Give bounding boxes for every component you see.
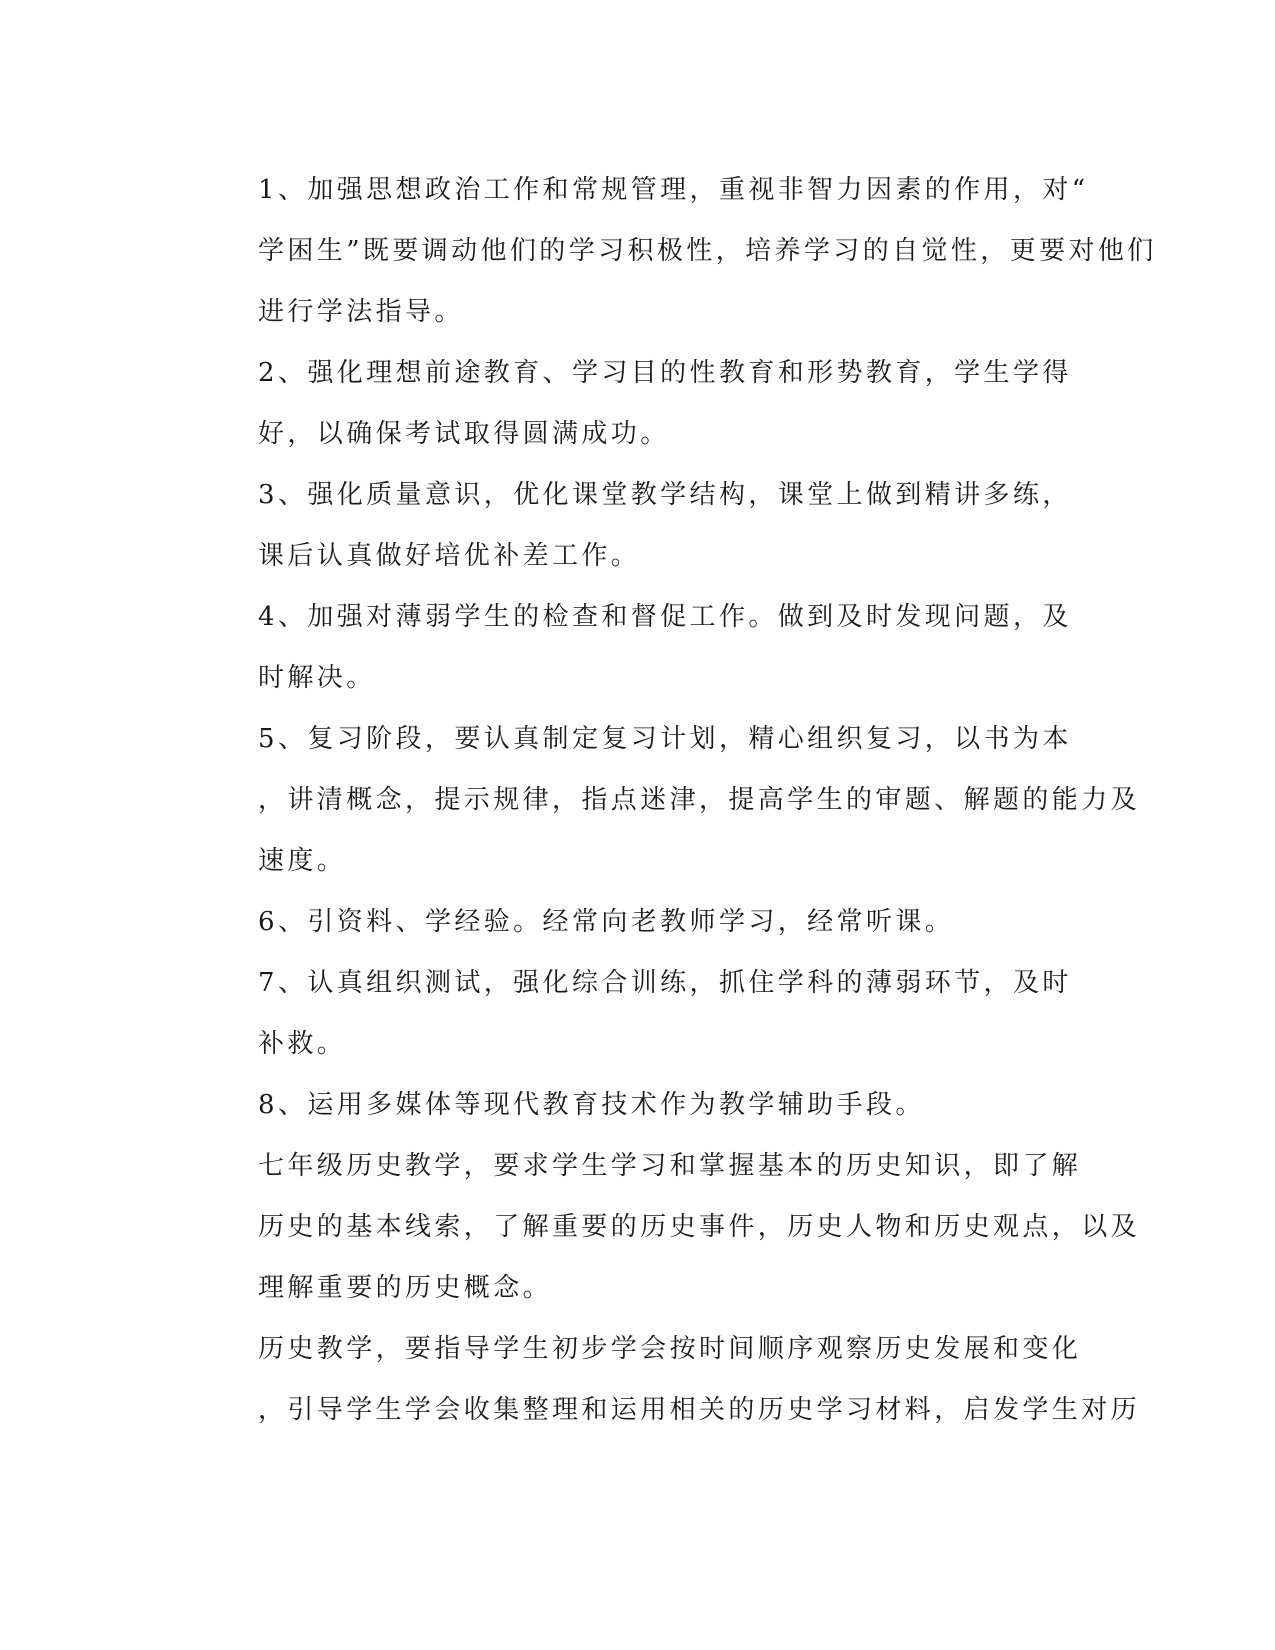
paragraph-line: 4、加强对薄弱学生的检查和督促工作。做到及时发现问题，及: [258, 602, 1072, 632]
paragraph-10: [186, 1319, 1141, 1441]
paragraph-7: [186, 953, 1072, 1075]
paragraph-line: 8、运用多媒体等现代教育技术作为教学辅助手段。: [258, 1090, 925, 1120]
paragraph-1: [186, 160, 1157, 343]
paragraph-line: 1、加强思想政治工作和常规管理，重视非智力因素的作用，对“: [258, 175, 1089, 205]
paragraph-line: ，讲清概念，提示规律，指点迷津，提高学生的审题、解题的能力及: [258, 785, 1141, 815]
paragraph-line: 时解决。: [258, 663, 376, 693]
paragraph-line: 好，以确保考试取得圆满成功。: [258, 419, 670, 449]
paragraph-line: 速度。: [258, 846, 347, 876]
paragraph-line: 5、复习阶段，要认真制定复习计划，精心组织复习，以书为本: [258, 724, 1072, 754]
paragraph-line: 6、引资料、学经验。经常向老教师学习，经常听课。: [258, 907, 955, 937]
paragraph-line: 七年级历史教学，要求学生学习和掌握基本的历史知识，即了解: [258, 1151, 1082, 1181]
paragraph-8: [186, 1075, 1066, 1136]
paragraph-line: 历史教学，要指导学生初步学会按时间顺序观察历史发展和变化: [258, 1334, 1082, 1364]
paragraph-line: 补救。: [258, 1029, 347, 1059]
paragraph-line: 理解重要的历史概念。: [258, 1273, 553, 1303]
paragraph-line: 进行学法指导。: [258, 297, 464, 327]
paragraph-line: 学困生”既要调动他们的学习积极性，培养学习的自觉性，更要对他们: [258, 236, 1157, 266]
paragraph-line: 课后认真做好培优补差工作。: [258, 541, 641, 571]
paragraph-line: 3、强化质量意识，优化课堂教学结构，课堂上做到精讲多练，: [258, 480, 1072, 510]
paragraph-line: 7、认真组织测试，强化综合训练，抓住学科的薄弱环节，及时: [258, 968, 1072, 998]
paragraph-line: 历史的基本线索，了解重要的历史事件，历史人物和历史观点，以及: [258, 1212, 1141, 1242]
paragraph-4: [186, 587, 1072, 709]
paragraph-3: [186, 465, 1072, 587]
paragraph-5: [186, 709, 1141, 892]
paragraph-9: [186, 1136, 1141, 1319]
paragraph-line: 2、强化理想前途教育、学习目的性教育和形势教育，学生学得: [258, 358, 1072, 388]
paragraph-2: [186, 343, 1072, 465]
document-body: [186, 160, 1157, 1441]
paragraph-line: ，引导学生学会收集整理和运用相关的历史学习材料，启发学生对历: [258, 1395, 1141, 1425]
paragraph-6: [186, 892, 1066, 953]
